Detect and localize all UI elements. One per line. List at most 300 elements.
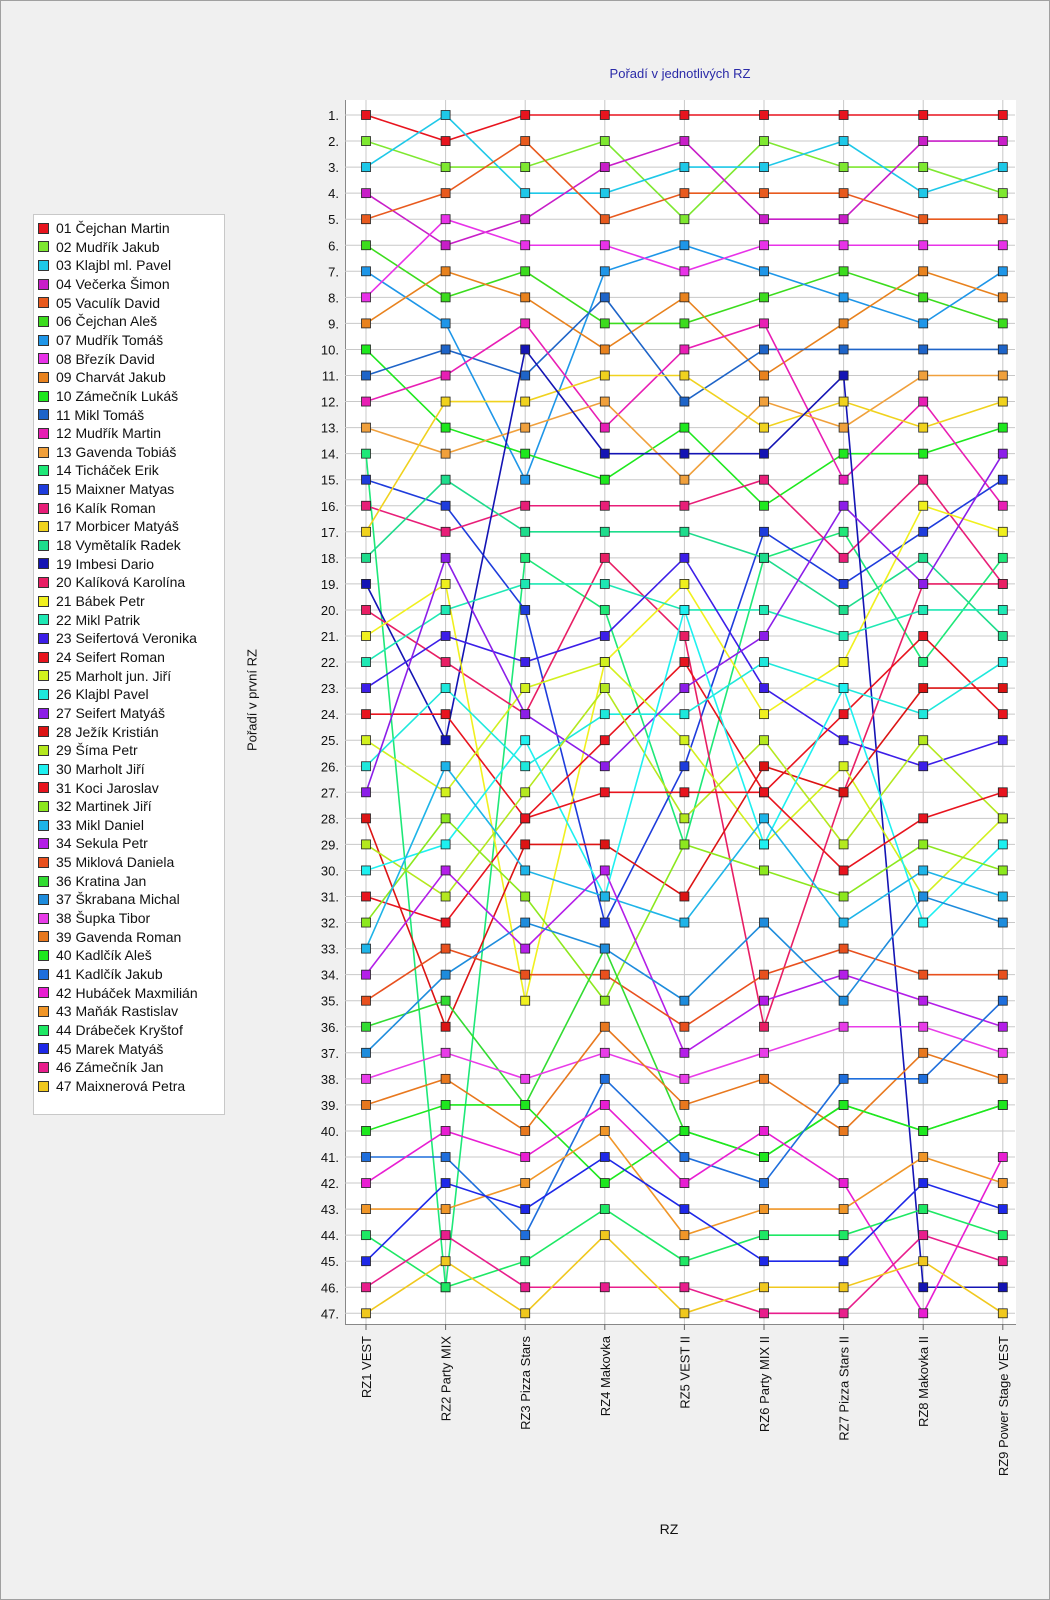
data-point: [839, 501, 848, 510]
legend-label: 31 Koci Jaroslav: [56, 779, 159, 796]
y-tick-label: 7.: [328, 264, 339, 280]
data-point: [998, 1257, 1007, 1266]
data-point: [760, 111, 769, 120]
data-point: [441, 658, 450, 667]
data-point: [760, 475, 769, 484]
data-point: [441, 1231, 450, 1240]
data-point: [600, 684, 609, 693]
data-point: [362, 371, 371, 380]
data-point: [919, 1022, 928, 1031]
data-point: [362, 1126, 371, 1135]
data-point: [441, 111, 450, 120]
legend-label: 12 Mudřík Martin: [56, 425, 162, 442]
data-point: [760, 345, 769, 354]
data-point: [760, 762, 769, 771]
data-point: [998, 1048, 1007, 1057]
data-point: [362, 579, 371, 588]
data-point: [760, 840, 769, 849]
data-point: [521, 1074, 530, 1083]
data-point: [680, 267, 689, 276]
data-point: [919, 814, 928, 823]
data-point: [919, 111, 928, 120]
data-point: [998, 397, 1007, 406]
data-point: [919, 1231, 928, 1240]
legend-label: 37 Škrabana Michal: [56, 891, 180, 908]
data-point: [600, 397, 609, 406]
data-point: [839, 579, 848, 588]
data-point: [839, 840, 848, 849]
data-point: [760, 1283, 769, 1292]
data-point: [521, 423, 530, 432]
data-point: [998, 267, 1007, 276]
data-point: [760, 1179, 769, 1188]
y-tick-label: 27.: [320, 785, 339, 801]
y-tick-label: 20.: [320, 602, 339, 618]
data-point: [600, 423, 609, 432]
data-point: [919, 397, 928, 406]
data-point: [600, 632, 609, 641]
y-tick-label: 6.: [328, 238, 339, 254]
data-point: [441, 710, 450, 719]
data-point: [441, 788, 450, 797]
data-point: [600, 1022, 609, 1031]
data-point: [521, 527, 530, 536]
data-point: [839, 1022, 848, 1031]
data-point: [919, 189, 928, 198]
data-point: [998, 1074, 1007, 1083]
data-point: [760, 241, 769, 250]
data-point: [600, 918, 609, 927]
data-point: [521, 189, 530, 198]
data-point: [362, 475, 371, 484]
data-point: [600, 553, 609, 562]
data-point: [998, 710, 1007, 719]
data-point: [362, 840, 371, 849]
data-point: [919, 605, 928, 614]
data-point: [760, 267, 769, 276]
data-point: [680, 1257, 689, 1266]
legend-label: 42 Hubáček Maxmilián: [56, 984, 198, 1001]
data-point: [362, 866, 371, 875]
data-point: [919, 579, 928, 588]
data-point: [600, 1283, 609, 1292]
legend-label: 38 Šupka Tibor: [56, 910, 151, 927]
data-point: [998, 423, 1007, 432]
data-point: [680, 1179, 689, 1188]
data-point: [441, 527, 450, 536]
data-point: [839, 215, 848, 224]
data-point: [760, 319, 769, 328]
data-point: [521, 319, 530, 328]
legend-label: 36 Kratina Jan: [56, 872, 147, 889]
data-point: [362, 215, 371, 224]
y-tick-label: 31.: [320, 889, 339, 905]
data-point: [441, 267, 450, 276]
data-point: [998, 527, 1007, 536]
data-point: [998, 215, 1007, 224]
data-point: [521, 345, 530, 354]
data-point: [919, 658, 928, 667]
data-point: [839, 527, 848, 536]
data-point: [521, 1153, 530, 1162]
x-tick-label: RZ9 Power Stage VEST: [995, 1336, 1011, 1477]
data-point: [919, 345, 928, 354]
data-point: [839, 970, 848, 979]
data-point: [521, 1231, 530, 1240]
data-point: [600, 996, 609, 1005]
data-point: [441, 1048, 450, 1057]
data-point: [521, 1179, 530, 1188]
data-point: [441, 736, 450, 745]
y-tick-label: 18.: [320, 550, 339, 566]
data-point: [998, 658, 1007, 667]
data-point: [521, 137, 530, 146]
y-tick-label: 19.: [320, 576, 339, 592]
data-point: [441, 397, 450, 406]
data-point: [998, 449, 1007, 458]
y-tick-label: 47.: [320, 1306, 339, 1322]
data-point: [998, 501, 1007, 510]
data-point: [919, 684, 928, 693]
data-point: [839, 423, 848, 432]
y-tick-label: 33.: [320, 941, 339, 957]
y-tick-label: 5.: [328, 212, 339, 228]
data-point: [441, 892, 450, 901]
data-point: [362, 189, 371, 198]
data-point: [919, 1126, 928, 1135]
data-point: [839, 892, 848, 901]
data-point: [521, 475, 530, 484]
chart-title: Pořadí v jednotlivých RZ: [609, 66, 751, 81]
data-point: [998, 371, 1007, 380]
data-point: [521, 1100, 530, 1109]
data-point: [680, 579, 689, 588]
data-point: [362, 111, 371, 120]
data-point: [600, 1179, 609, 1188]
data-point: [998, 163, 1007, 172]
data-point: [760, 371, 769, 380]
data-point: [839, 684, 848, 693]
data-point: [600, 866, 609, 875]
data-point: [919, 892, 928, 901]
y-tick-label: 1.: [328, 108, 339, 123]
data-point: [521, 371, 530, 380]
data-point: [839, 996, 848, 1005]
data-point: [362, 1257, 371, 1266]
data-point: [521, 215, 530, 224]
data-point: [521, 605, 530, 614]
data-point: [362, 684, 371, 693]
data-point: [362, 658, 371, 667]
y-tick-label: 2.: [328, 134, 339, 150]
legend-label: 40 Kadlčík Aleš: [56, 947, 152, 964]
legend-label: 39 Gavenda Roman: [56, 928, 182, 945]
data-point: [521, 814, 530, 823]
legend-label: 35 Miklová Daniela: [56, 854, 175, 871]
data-point: [600, 1074, 609, 1083]
data-point: [600, 111, 609, 120]
data-point: [441, 1022, 450, 1031]
data-point: [600, 605, 609, 614]
legend-label: 18 Vymětalík Radek: [56, 537, 181, 554]
data-point: [600, 267, 609, 276]
data-point: [521, 840, 530, 849]
data-point: [521, 892, 530, 901]
legend-label: 05 Vaculík David: [56, 294, 161, 311]
data-point: [362, 345, 371, 354]
y-tick-label: 30.: [320, 863, 339, 879]
y-tick-label: 36.: [320, 1019, 339, 1035]
legend-label: 46 Zámečník Jan: [56, 1059, 164, 1076]
y-tick-label: 41.: [320, 1150, 339, 1165]
y-tick-label: 40.: [320, 1123, 339, 1139]
data-point: [760, 293, 769, 302]
data-point: [998, 605, 1007, 614]
legend-label: 30 Marholt Jiří: [56, 760, 145, 777]
legend-label: 03 Klajbl ml. Pavel: [56, 257, 172, 274]
data-point: [998, 553, 1007, 562]
y-tick-label: 26.: [320, 759, 339, 775]
data-point: [919, 710, 928, 719]
legend-label: 17 Morbicer Matyáš: [56, 518, 179, 535]
data-point: [441, 215, 450, 224]
y-tick-label: 35.: [320, 993, 339, 1009]
y-tick-label: 28.: [320, 811, 339, 827]
data-point: [760, 1074, 769, 1083]
data-point: [760, 163, 769, 172]
data-point: [441, 684, 450, 693]
data-point: [362, 319, 371, 328]
data-point: [839, 944, 848, 953]
legend-label: 08 Březík David: [56, 350, 155, 367]
data-point: [919, 632, 928, 641]
data-point: [919, 762, 928, 771]
data-point: [521, 397, 530, 406]
data-point: [919, 970, 928, 979]
data-point: [998, 319, 1007, 328]
y-tick-label: 22.: [320, 655, 339, 671]
data-point: [600, 1205, 609, 1214]
data-point: [760, 189, 769, 198]
data-point: [521, 1257, 530, 1266]
data-point: [760, 736, 769, 745]
data-point: [998, 788, 1007, 797]
data-point: [760, 970, 769, 979]
data-point: [839, 553, 848, 562]
data-point: [998, 345, 1007, 354]
y-tick-label: 44.: [320, 1228, 339, 1244]
data-point: [362, 423, 371, 432]
data-point: [839, 1283, 848, 1292]
data-point: [839, 267, 848, 276]
data-point: [441, 866, 450, 875]
data-point: [680, 111, 689, 120]
data-point: [600, 189, 609, 198]
data-point: [839, 319, 848, 328]
x-tick-label: RZ3 Pizza Stars: [518, 1336, 534, 1430]
data-point: [760, 996, 769, 1005]
data-point: [600, 163, 609, 172]
data-point: [680, 293, 689, 302]
data-point: [362, 736, 371, 745]
data-point: [919, 866, 928, 875]
data-point: [680, 1048, 689, 1057]
data-point: [760, 215, 769, 224]
data-point: [919, 553, 928, 562]
data-point: [760, 449, 769, 458]
data-point: [362, 1309, 371, 1318]
data-point: [362, 241, 371, 250]
data-point: [441, 241, 450, 250]
data-point: [680, 527, 689, 536]
y-tick-label: 3.: [328, 160, 339, 176]
data-point: [600, 137, 609, 146]
data-point: [362, 632, 371, 641]
data-point: [600, 371, 609, 380]
data-point: [521, 267, 530, 276]
data-point: [362, 553, 371, 562]
data-point: [839, 632, 848, 641]
data-point: [362, 527, 371, 536]
data-point: [760, 814, 769, 823]
data-point: [680, 684, 689, 693]
y-tick-label: 4.: [328, 186, 339, 202]
data-point: [600, 944, 609, 953]
legend-label: 20 Kalíková Karolína: [56, 574, 186, 591]
data-point: [441, 1100, 450, 1109]
data-point: [998, 1309, 1007, 1318]
x-tick-label: RZ2 Party MIX: [438, 1336, 454, 1422]
data-point: [600, 1231, 609, 1240]
data-point: [441, 423, 450, 432]
data-point: [441, 1153, 450, 1162]
data-point: [600, 762, 609, 771]
data-point: [680, 189, 689, 198]
data-point: [680, 892, 689, 901]
data-point: [441, 449, 450, 458]
data-point: [521, 970, 530, 979]
data-point: [760, 710, 769, 719]
data-point: [839, 1205, 848, 1214]
data-point: [362, 501, 371, 510]
y-tick-label: 23.: [320, 681, 339, 697]
data-point: [680, 632, 689, 641]
data-point: [362, 449, 371, 458]
data-point: [680, 658, 689, 667]
data-point: [680, 163, 689, 172]
data-point: [760, 423, 769, 432]
data-point: [919, 1205, 928, 1214]
data-point: [919, 918, 928, 927]
data-point: [441, 970, 450, 979]
data-point: [998, 111, 1007, 120]
y-tick-label: 14.: [320, 446, 339, 462]
data-point: [680, 1100, 689, 1109]
data-point: [919, 267, 928, 276]
data-point: [521, 996, 530, 1005]
data-point: [919, 215, 928, 224]
data-point: [919, 1257, 928, 1266]
data-point: [600, 527, 609, 536]
legend-label: 22 Mikl Patrik: [56, 611, 141, 628]
data-point: [362, 710, 371, 719]
data-point: [441, 1179, 450, 1188]
legend-label: 29 Šíma Petr: [56, 742, 138, 759]
data-point: [839, 1126, 848, 1135]
data-point: [362, 944, 371, 953]
data-point: [919, 449, 928, 458]
legend-label: 13 Gavenda Tobiáš: [56, 443, 177, 460]
data-point: [919, 1153, 928, 1162]
data-point: [760, 1153, 769, 1162]
data-point: [521, 866, 530, 875]
data-point: [362, 814, 371, 823]
data-point: [362, 1153, 371, 1162]
data-point: [600, 241, 609, 250]
data-point: [441, 345, 450, 354]
data-point: [998, 970, 1007, 979]
data-point: [998, 1231, 1007, 1240]
data-point: [839, 371, 848, 380]
data-point: [362, 762, 371, 771]
x-axis-label: RZ: [659, 1521, 679, 1537]
data-point: [441, 293, 450, 302]
data-point: [362, 1022, 371, 1031]
data-point: [760, 866, 769, 875]
data-point: [362, 1205, 371, 1214]
data-point: [998, 1205, 1007, 1214]
data-point: [998, 241, 1007, 250]
data-point: [600, 579, 609, 588]
data-point: [680, 345, 689, 354]
data-point: [362, 293, 371, 302]
data-point: [760, 397, 769, 406]
y-tick-label: 38.: [320, 1071, 339, 1087]
data-point: [998, 918, 1007, 927]
data-point: [600, 449, 609, 458]
data-point: [760, 658, 769, 667]
data-point: [680, 1309, 689, 1318]
data-point: [998, 814, 1007, 823]
legend-label: 47 Maixnerová Petra: [56, 1077, 186, 1094]
data-point: [600, 1126, 609, 1135]
data-point: [441, 579, 450, 588]
data-point: [919, 1074, 928, 1083]
data-point: [919, 527, 928, 536]
data-point: [441, 632, 450, 641]
data-point: [441, 814, 450, 823]
data-point: [362, 1048, 371, 1057]
data-point: [362, 605, 371, 614]
data-point: [998, 1153, 1007, 1162]
x-tick-label: RZ4 Makovka: [597, 1336, 613, 1417]
y-tick-label: 10.: [320, 342, 339, 358]
legend-label: 25 Marholt jun. Jiří: [56, 667, 172, 684]
data-point: [441, 137, 450, 146]
data-point: [680, 371, 689, 380]
data-point: [839, 397, 848, 406]
legend-label: 41 Kadlčík Jakub: [56, 966, 163, 982]
data-point: [441, 1283, 450, 1292]
data-point: [839, 736, 848, 745]
data-point: [839, 475, 848, 484]
data-point: [919, 840, 928, 849]
data-point: [521, 553, 530, 562]
data-point: [362, 1100, 371, 1109]
data-point: [919, 137, 928, 146]
data-point: [521, 449, 530, 458]
data-point: [998, 137, 1007, 146]
